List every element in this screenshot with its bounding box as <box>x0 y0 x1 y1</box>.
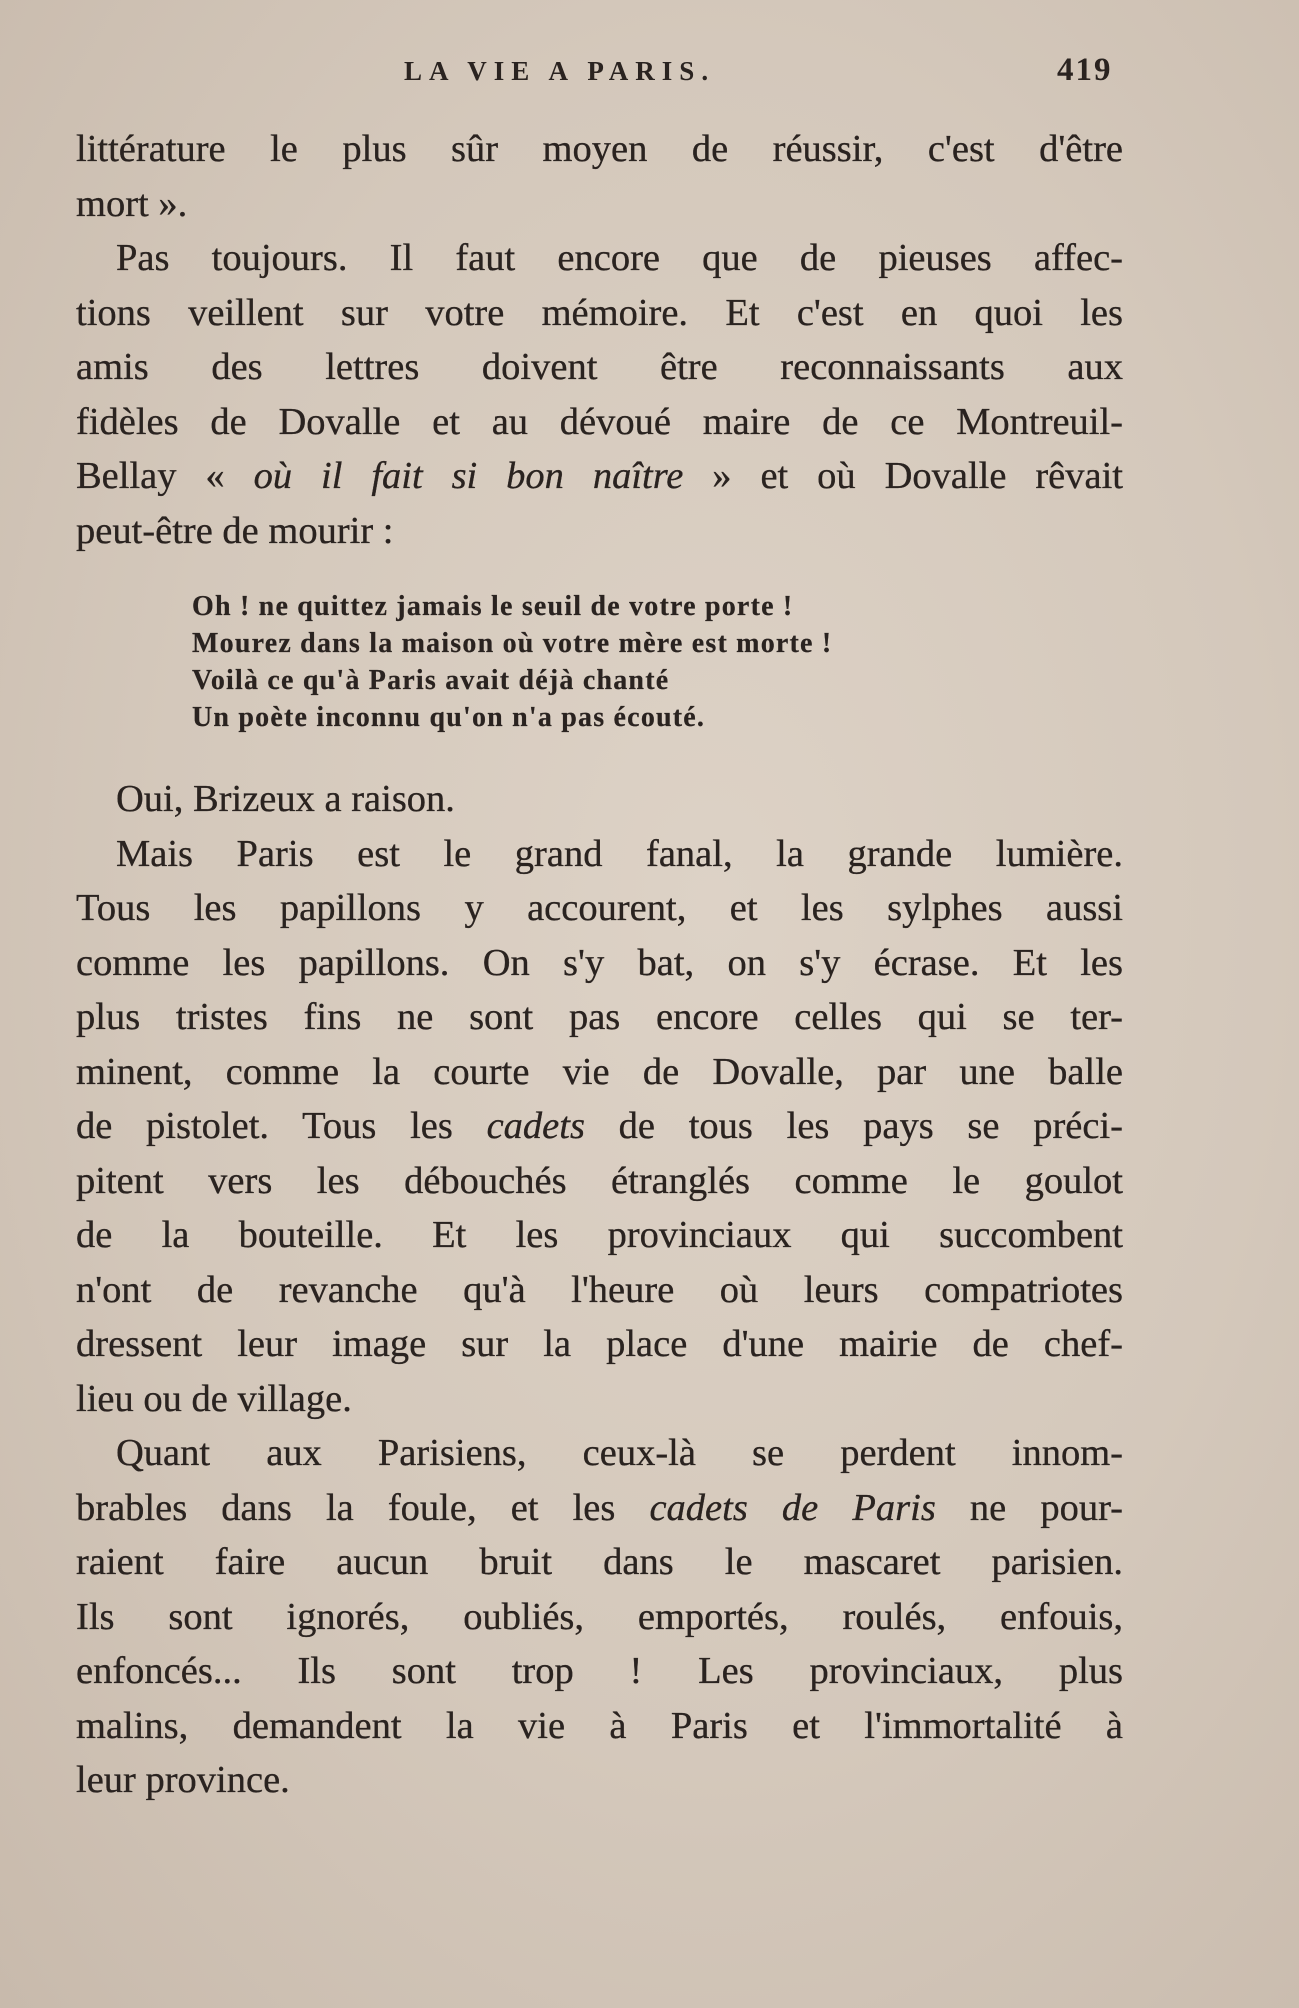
verse-quotation <box>192 588 1123 736</box>
paragraph <box>76 772 1123 827</box>
text-line: Oui, Brizeux a raison. <box>116 778 455 820</box>
text-line: Ils sont ignorés, oubliés, emportés, roulés, enfouis, <box>76 1595 1123 1638</box>
text-line <box>76 1481 1123 1536</box>
text-line: lieu ou de village. <box>76 1377 352 1420</box>
text-line: n'ont de revanche qu'à l'heure où leurs compatriotes <box>76 1268 1123 1311</box>
text-line: enfoncés... Ils sont trop ! Les provinciaux, plus <box>76 1650 1123 1692</box>
text-line: littérature le plus sûr moyen de réussir, c'est d'être <box>76 128 1123 170</box>
text-line: pitent vers les débouchés étranglés comme le goulot <box>76 1159 1123 1202</box>
text-line: peut-être de mourir : <box>76 509 394 552</box>
running-head <box>0 52 1299 96</box>
text-run: de tous les pays se préci- <box>584 1105 1123 1147</box>
text-line: Quant aux Parisiens, ceux-là se perdent innom- <box>116 1432 1123 1474</box>
text-line: Mais Paris est le grand fanal, la grande lumière. <box>116 832 1123 875</box>
italic-quote: où il fait si bon naître <box>253 455 684 497</box>
verse-line: Un poète inconnu qu'on n'a pas écouté. <box>192 702 706 733</box>
text-line: fidèles de Dovalle et au dévoué maire de ce Montreuil- <box>76 400 1123 443</box>
italic-phrase: cadets de Paris <box>649 1486 936 1529</box>
text-run: de pistolet. Tous les <box>76 1105 487 1147</box>
text-line: dressent leur image sur la place d'une mairie de chef- <box>76 1323 1123 1365</box>
text-line: malins, demandent la vie à Paris et l'immortalité à <box>76 1704 1123 1747</box>
text-line: Tous les papillons y accourent, et les sylphes aussi <box>76 887 1123 929</box>
text-line: mort ». <box>76 182 188 225</box>
paragraph <box>76 1426 1123 1808</box>
text-line: amis des lettres doivent être reconnaissants aux <box>76 346 1123 388</box>
text-line: raient faire aucun bruit dans le mascaret parisien. <box>76 1541 1123 1583</box>
text-line: tions veillent sur votre mémoire. Et c'est en quoi les <box>76 291 1123 334</box>
paragraph <box>76 231 1123 558</box>
page-number: 419 <box>1057 52 1113 88</box>
verse-line: Voilà ce qu'à Paris avait déjà chanté <box>192 665 670 696</box>
text-line: plus tristes fins ne sont pas encore celles qui se ter- <box>76 996 1123 1038</box>
verse-line: Mourez dans la maison où votre mère est morte ! <box>192 628 833 659</box>
text-line: Pas toujours. Il faut encore que de pieuses affec- <box>116 237 1123 279</box>
body-text <box>76 122 1123 1808</box>
text-line: comme les papillons. On s'y bat, on s'y écrase. Et les <box>76 941 1123 984</box>
paragraph <box>76 827 1123 1427</box>
text-run: » et où Dovalle rêvait <box>683 455 1123 497</box>
verse-line: Oh ! ne quittez jamais le seuil de votre porte ! <box>192 591 794 622</box>
text-line <box>76 1099 1123 1154</box>
text-line: minent, comme la courte vie de Dovalle, par une balle <box>76 1050 1123 1093</box>
text-line <box>76 449 1123 504</box>
paragraph-continuation <box>76 122 1123 231</box>
text-run: brables dans la foule, et les <box>76 1486 650 1529</box>
text-line: de la bouteille. Et les provinciaux qui succombent <box>76 1214 1123 1256</box>
text-line: leur province. <box>76 1759 290 1801</box>
text-run: Bellay « <box>76 455 254 497</box>
running-title: LA VIE A PARIS. <box>404 56 716 86</box>
italic-word: cadets <box>486 1105 585 1147</box>
text-run: ne pour- <box>935 1486 1123 1529</box>
